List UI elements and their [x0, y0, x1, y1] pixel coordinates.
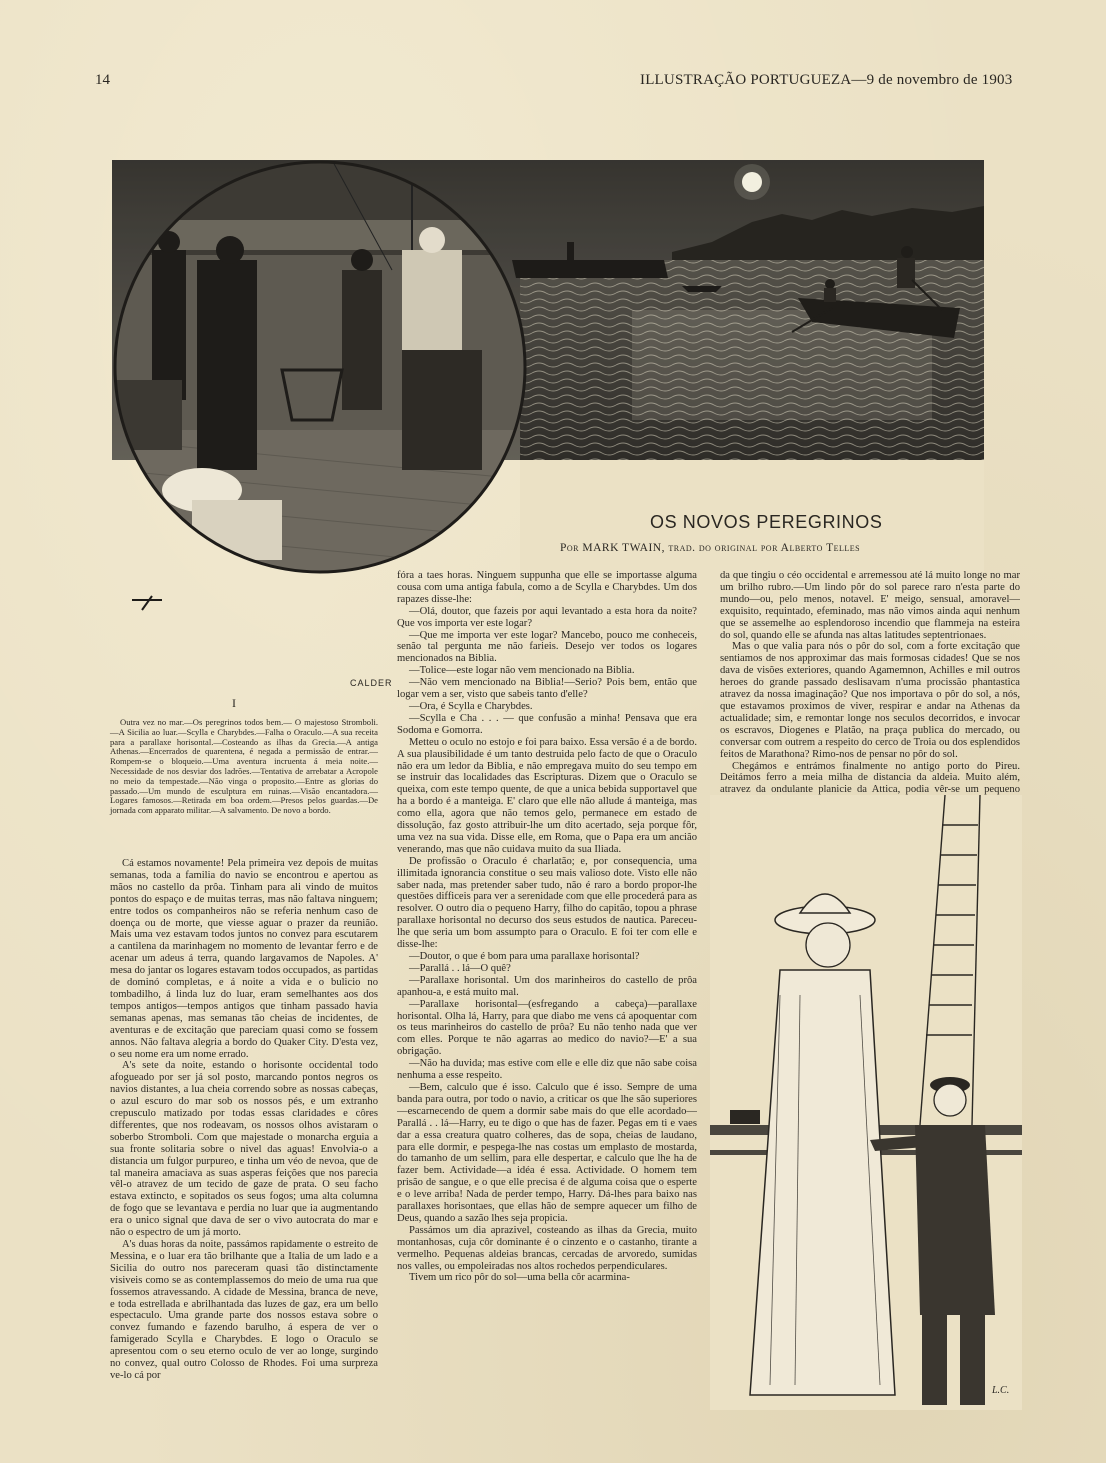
paragraph: —Parallaxe horisontal. Um dos marinheiros do castello de prôa apanhou-a, e está muito mal. — [397, 974, 697, 998]
paragraph: Chegámos e entrámos finalmente no antigo porto do Pireu. Deitámos ferro a meia milha de distancia da aldeia. Muito além, atravez da ondulante planicie da Attica, podia vêr-se um pequeno — [720, 760, 1020, 796]
illustration-signature: CALDER — [350, 678, 393, 688]
chapter-summary: Outra vez no mar.—Os peregrinos todos bem.— O majestoso Stromboli.—A Sicilia ao luar.—Scylla e Charybdes.—Falha o Oraculo.—A sua receita para a parallaxe horisontal.—Costeando as ilhas da Grecia.—A antiga Athenas.—Encerrados de quarentena, é negada a permissão de entrar.—Rompem-se o bloqueio.—Uma aventura incruenta á meia noite.—Necessidade de nos desviar dos ladrões.—Tentativa de arrebatar a Acropole no meio da tempestade.—Não vinga o proposito.—Entre as glorias do passado.—Um mundo de esculptura em ruinas.—Visão encantadora.—Logares famosos.—Retirada em boa ordem.—Presos pelos guardas.—De jornada com apparato militar.—A salvamento. De novo a bordo. — [110, 717, 378, 816]
text-column-1 — [110, 858, 378, 1418]
chapter-number: I — [232, 696, 236, 710]
paragraph: —Olá, doutor, que fazeis por aqui levantado a esta hora da noite? Que vos importa ver este logar? — [397, 605, 697, 629]
paragraph: fóra a taes horas. Ninguem suppunha que elle se importasse alguma cousa com uma antiga fabula, como a de Scylla e Charybdes. Um dos rapazes disse-lhe: — [397, 570, 697, 605]
paragraph: —Parallá . . lá—O quê? — [409, 962, 511, 974]
paragraph: —Que me importa ver este logar? Mancebo, pouco me conheceis, senão tal pergunta me não farieis. Desejo ver todos os logares mencionados na Biblia. — [397, 629, 697, 665]
paragraph: —Bem, calculo que é isso. Calculo que é isso. Sempre de uma banda para outra, por todo o navio, a criticar os que lhe são superiores—escarnecendo de quem a dormir sabe mais do que elle acordado—Parallá . . lá—Harry, eu te digo o que has de fazer. Pegas em ti e vaes dar a essa creatura quatro colheres, das de sopa, cheias de laudano, para elle dormir, e pespega-lhe nas costas um emplasto de mostarda, do tamanho de um sellim, para elle despertar, e calculo que lhe ha de fazer bem. Actividade—a idéa é essa. Actividade. O homem tem prisão de sangue, e o que elle precisa é de alguma coisa que o esperte e o leve arriba! Nada de perder tempo, Harry. Dá-lhes para baixo nas parallaxes horisontaes, que ellas hão de sempre aquecer um filho de Deus, quando a sazão lhes seja propicia. — [397, 1081, 697, 1224]
paragraph: Passámos um dia aprazivel, costeando as ilhas da Grecia, muito montanhosas, cuja côr dominante é o cinzento e o castanho, tirante a vermelho. Pequenas aldeias brancas, cercadas de arvoredo, sumidas nos valles, ou empoleiradas nos altos rochedos perpendiculares. — [397, 1224, 697, 1272]
paragraph: —Doutor, o que é bom para uma parallaxe horisontal? — [409, 951, 640, 962]
paragraph: Metteu o oculo no estojo e foi para baixo. Essa versão é a de bordo. A sua plausibilidade é um tanto destruida pelo facto de que o Oraculo não era um ledor da Biblia, e não empregava muito do seu tempo em se instruir das localidades das Escripturas. Dizem que o Oraculo se queixa, com este tempo quente, de que a unica bebida supportavel que ha a bordo é a manteiga. E' claro que elle não allude á manteiga, mas como ella, agora que não temos gelo, permanece em estado de dissolução, faz gosto attribuir-lhe um dito acertado, seja porque fôr, uma vez na sua vida. Disse elle, em Roma, que o Papa era um ancião venerando, mas que não cuidava muito da sua Iliada. — [397, 736, 697, 855]
paragraph: da que tingiu o céo occidental e arremessou até lá muito longe no mar um brilho rubro.—Um lindo pôr do sol parece raro n'esta parte do mundo—ou, pelo menos, notavel. E' meigo, sensual, amoravel—exquisito, requintado, efeminado, mas não vimos ainda aqui nenhum que se assemelhe ao esplendoroso incendio que flammeja na esteira do sol, quando elle se afunda nas altas latitudes septentrionaes. — [720, 570, 1020, 641]
paragraph: Tivem um rico pôr do sol—uma bella côr acarmina- — [409, 1272, 630, 1284]
paragraph: Cá estamos novamente! Pela primeira vez depois de muitas semanas, toda a familia do navio se encontrou e apertou as mãos no castello da prôa. Tinham para ali vindo de muitos pontos do espaço e de muitas terras, mas não faltava ninguem; entre todos os companheiros não se referia nenhum caso de doença ou de morte, que viesse aguar o prazer da reunião. Mais uma vez estavam todos juntos no convez para escutarem a cantilena da marinhagem no momento de levantar ferro e de acenar um adeus á terra, quando largavamos de Napoles. A' mesa do jantar os logares estavam todos occupados, as partidas de dominó completas, e á noite a vida e o bulicio no tombadilho, á linda luz do luar, eram semelhantes aos dos tempos antigos—tempos antigos que tinham passado havia semanas apenas, mas semanas tão cheias de incidentes, de aventuras e de excitação que pareciam quasi como se fossem annos. Não faltava alegria a bordo do Quaker City. D'esta vez, o seu nome era um nome errado. — [110, 858, 378, 1060]
page-number: 14 — [95, 72, 110, 88]
paragraph: —Parallaxe horisontal—(esfregando a cabeça)—parallaxe horisontal. Olha lá, Harry, para que diabo me vens cá apoquentar com os teus marinheiros do castello de prôa? Eu não tenho nada que ver com elles. Porque te não agarras ao medico do navio?—E' a sua obrigação. — [397, 998, 697, 1058]
paragraph: —Não ha duvida; mas estive com elle e elle diz que não sabe coisa nenhuma a esse respeito. — [397, 1058, 697, 1082]
paragraph: —Ora, é Scylla e Charybdes. — [409, 700, 533, 712]
running-head: ILLUSTRAÇÃO PORTUGUEZA—9 de novembro de 1903 — [640, 72, 1013, 88]
paragraph: —Tolice—este logar não vem mencionado na Biblia. — [409, 665, 635, 677]
paragraph: —Scylla e Cha . . . — que confusão a minha! Pensava que era Sodoma e Gomorra. — [397, 712, 697, 736]
paragraph: A's duas horas da noite, passámos rapidamente o estreito de Messina, e o luar era tão brilhante que a Italia de um lado e a Sicilia do outro nos pareceram quasi tão distinctamente visiveis como se as contemplassemos do meio de uma rua que fossemos atravessando. A cidade de Messina, branca de neve, e toda estrellada e abrilhantada das luzes de gaz, era um bello espectaculo. Uma grande parte dos nossos estava sobre o convez fumando e fazendo barulho, á espera de ver o famigerado Scylla e Charybdes. E logo o Oraculo se apresentou com o seu eterno oculo de ver ao longe, surgindo no convez, qual outro Colosso de Rhodes. Foi uma surpreza ve-lo cá por — [110, 1239, 378, 1381]
article-byline: Por MARK TWAIN, trad. do original por Alberto Telles — [560, 542, 861, 554]
bottom-illustration — [710, 795, 1022, 1410]
ship-rail-engraving — [710, 795, 1022, 1410]
paragraph: A's sete da noite, estando o horisonte occidental todo afogueado por ser já sol posto, marcando pontos negros os navios distantes, a lua cheia correndo sobre as nossas cabeças, o azul escuro do mar sob os nossos pés, e um extranho crepusculo matizado por todas essas claridades e côres differentes, que nos rodeavam, os nossos olhos avistaram o soberbo Stromboli. Com que majestade o monarcha erguia a sua fronte solitaria sobre o nivel das aguas! Envolvia-o a distancia um fulgor purpureo, e tinha um véo de nevoa, que de tal maneira amaciava as suas asperas feições que nos parecia vêl-o atravez de um tecido de gaze de prata. O seu facho estava extincto, e sopitados os seus fogos; uma alta columna de fogo que se levantava e perdia no luar que ia augmentando era o unico signal que dava de ser o vivo autocrata do mar e não o espectro de um já morto. — [110, 1060, 378, 1239]
illustration-signature: L.C. — [992, 1385, 1010, 1396]
paragraph: De profissão o Oraculo é charlatão; e, por consequencia, uma illimitada ignorancia constitue o seu mais valioso dote. Visto elle não saber nada, mas pretender saber tudo, não é raro a bordo propor-lhe questões difficeis para ver a serenidade com que elle procederá para as resolver. O outro dia o pequeno Harry, filho do capitão, topou a phrase parallaxe horisontal no decurso dos seus estudos de nautica. Pareceu-lhe que seria um bom assumpto para o Oraculo. E foi ter com elle e disse-lhe: — [397, 855, 697, 951]
paragraph: —Não vem mencionado na Biblia!—Serio? Pois bem, então que logar vem a ser, visto que sabeis tanto d'elle? — [397, 677, 697, 701]
article-title: OS NOVOS PEREGRINOS — [650, 512, 883, 532]
text-column-2 — [397, 570, 697, 1410]
paragraph: Mas o que valia para nós o pôr do sol, com a forte excitação que sentiamos de nos approximar das mais formosas cidades! Que se nos dava de visões exteriores, quando Agamemnon, Achilles e mil outros heroes do grande passado deslisavam n'uma procissão phantastica atravez da nossa imaginação? Que nos importava o pôr do sol, a nós, que estavamos proximos de viver, respirar e andar na Athenas da actualidade; sim, e remontar longe nos seculos decorridos, e invocar os escravos, Diogenes e Platão, na praça publica do mercado, ou conversar com outrem a respeito do cerco de Troia ou dos esplendidos feitos de Marathona? Rimo-nos de pensar no pôr do sol. — [720, 641, 1020, 760]
